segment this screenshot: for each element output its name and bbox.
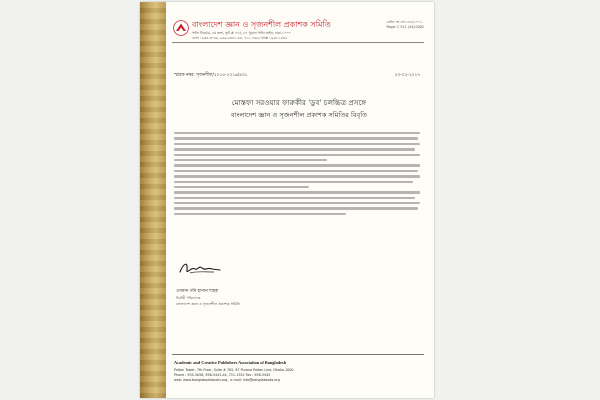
body-paragraph-3: [174, 191, 420, 215]
letterhead-org-name: বাংলাদেশ জ্ঞান ও সৃজনশীল প্রকাশক সমিতি: [192, 20, 331, 29]
gold-decorative-border: [140, 2, 166, 398]
text-line: [174, 170, 418, 172]
header-divider: [172, 42, 424, 43]
letter-page: [140, 2, 434, 398]
text-line: [174, 213, 346, 215]
signatory-role: নির্বাহী পরিচালক: [176, 296, 201, 300]
signatory-org: বাংলাদেশ জ্ঞান ও সৃজনশীল প্রকাশক সমিতি: [176, 302, 240, 306]
letter-content: [168, 2, 430, 398]
registration-en: Regd: C 511 (44)/2002: [386, 24, 424, 29]
text-line: [174, 181, 413, 183]
registration-block: [387, 20, 424, 29]
text-line: [174, 191, 420, 193]
statement-subtitle: বাংলাদেশ জ্ঞান ও সৃজনশীল প্রকাশক সমিতির বিবৃতি: [230, 111, 368, 119]
text-line: [174, 202, 420, 204]
statement-title: মোস্তফা সরওয়ার ফারুকীর 'ডুব' চলচ্চিত্র প্রসঙ্গে: [231, 98, 367, 107]
text-line: [174, 148, 415, 150]
registration-bn: রেজি: নং এস-১৮৪/২০০২: [386, 20, 423, 24]
letterhead-address: পল্টন টাওয়ার, ৮ম তলা, স্যুট # ৭০৫, ৮৭ পুরানা পল্টন লাইন, ঢাকা-১০০০: [192, 31, 291, 35]
statement-body: [174, 132, 420, 240]
footer-address: Paltan Tower, 7th Floor, Suite # 705, 87 Purana Paltan Line, Dhaka-1000: [174, 368, 294, 372]
text-line: [174, 186, 309, 188]
body-paragraph-1: [174, 132, 420, 161]
text-line: [174, 207, 418, 209]
text-line: [174, 137, 418, 139]
text-line: [174, 154, 420, 156]
footer-org-name: Academic and Creative Publishers Association of Bangladesh: [174, 360, 287, 365]
letterhead-phone: ফোন : ৯৩৫-৩০৫৮, ৯৫৬-৫৪৪১-৪৪, ৭১১-১৩৫২ ফ্যাক্স : ৯৫৮-১৪৪৫: [192, 36, 288, 40]
text-line: [174, 143, 420, 145]
text-line: [174, 164, 420, 166]
signatory-name: ওসমান গনি হাসান শাহক: [176, 289, 219, 294]
signature-image: [178, 260, 222, 278]
memo-ref: স্মারক নম্বর: সৃজনশীল/২০১৫-২০১৬/৪৩১: [174, 73, 248, 78]
body-paragraph-2: [174, 164, 420, 188]
text-line: [174, 132, 420, 134]
publisher-logo-icon: [173, 20, 189, 36]
footer-divider: [172, 354, 424, 355]
text-line: [174, 175, 420, 177]
footer-phone: Phone : 935-3058, 956-5441-44, 711-1352 Fax : 958-3445: [174, 373, 271, 377]
footer-web: web: www.banglabookbooks.org , e-mail: info@banglabooks.org: [174, 378, 280, 382]
text-line: [174, 197, 415, 199]
text-line: [174, 159, 327, 161]
memo-date: ২৩-০২-২০১৭: [394, 73, 420, 78]
